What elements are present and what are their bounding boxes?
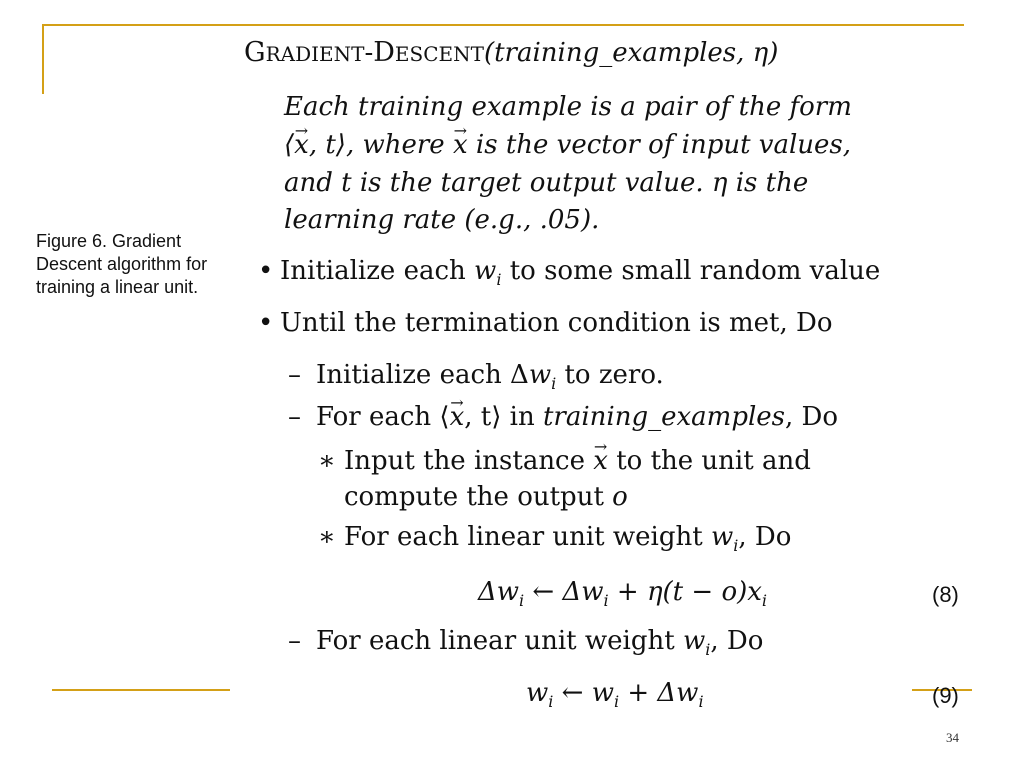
step-for-each-example: – For each ⟨→ x, t⟩ in training_examples, Do [288, 402, 838, 432]
page-number: 34 [946, 730, 959, 745]
substep-input-instance: ∗ Input the instance → x to the unit and [318, 446, 811, 476]
description-line-2: ⟨→ x, t⟩, where → x is the vector of input values, [284, 130, 851, 160]
step-initialize-delta: – Initialize each $\Delta w_i$ to zero. [288, 360, 664, 394]
asterisk-marker-icon: ∗ [318, 446, 336, 476]
bullet-dot-icon: • [258, 256, 274, 286]
figure-caption: Figure 6. Gradient Descent algorithm for training a linear unit. [36, 231, 208, 297]
equation-9: $w_i$ ← $w_i + \Delta w_i$ [526, 678, 704, 712]
equation-number-8: (8) [932, 582, 959, 607]
description-line-3: and t is the target output value. η is the [284, 168, 809, 198]
dash-marker-icon: – [288, 402, 301, 432]
equation-8: $\Delta w_i$ ← $\Delta w_i + \eta(t - o)x_i$ [478, 577, 768, 611]
description-line-4: learning rate (e.g., .05). [284, 205, 600, 235]
equation-number-9: (9) [932, 683, 959, 708]
bullet-dot-icon: • [258, 308, 274, 338]
bullet-initialize-weights: • Initialize each $w_i$ to some small random value [258, 256, 881, 290]
substep-compute-output: compute the output o [344, 482, 628, 512]
step-for-each-weight-update: – For each linear unit weight $w_i$, Do [288, 626, 764, 660]
bullet-until-termination: • Until the termination condition is met, Do [258, 308, 833, 338]
asterisk-marker-icon: ∗ [318, 522, 336, 552]
left-accent-rule [42, 24, 44, 94]
description-line-1: Each training example is a pair of the form [284, 92, 852, 122]
dash-marker-icon: – [288, 360, 301, 390]
algorithm-title: GRADIENT-DESCENT(training_examples, η) [244, 37, 779, 68]
top-accent-rule [42, 24, 964, 26]
bottom-left-accent-rule [52, 689, 230, 691]
substep-for-each-weight: ∗ For each linear unit weight $w_i$, Do [318, 522, 792, 556]
dash-marker-icon: – [288, 626, 301, 656]
